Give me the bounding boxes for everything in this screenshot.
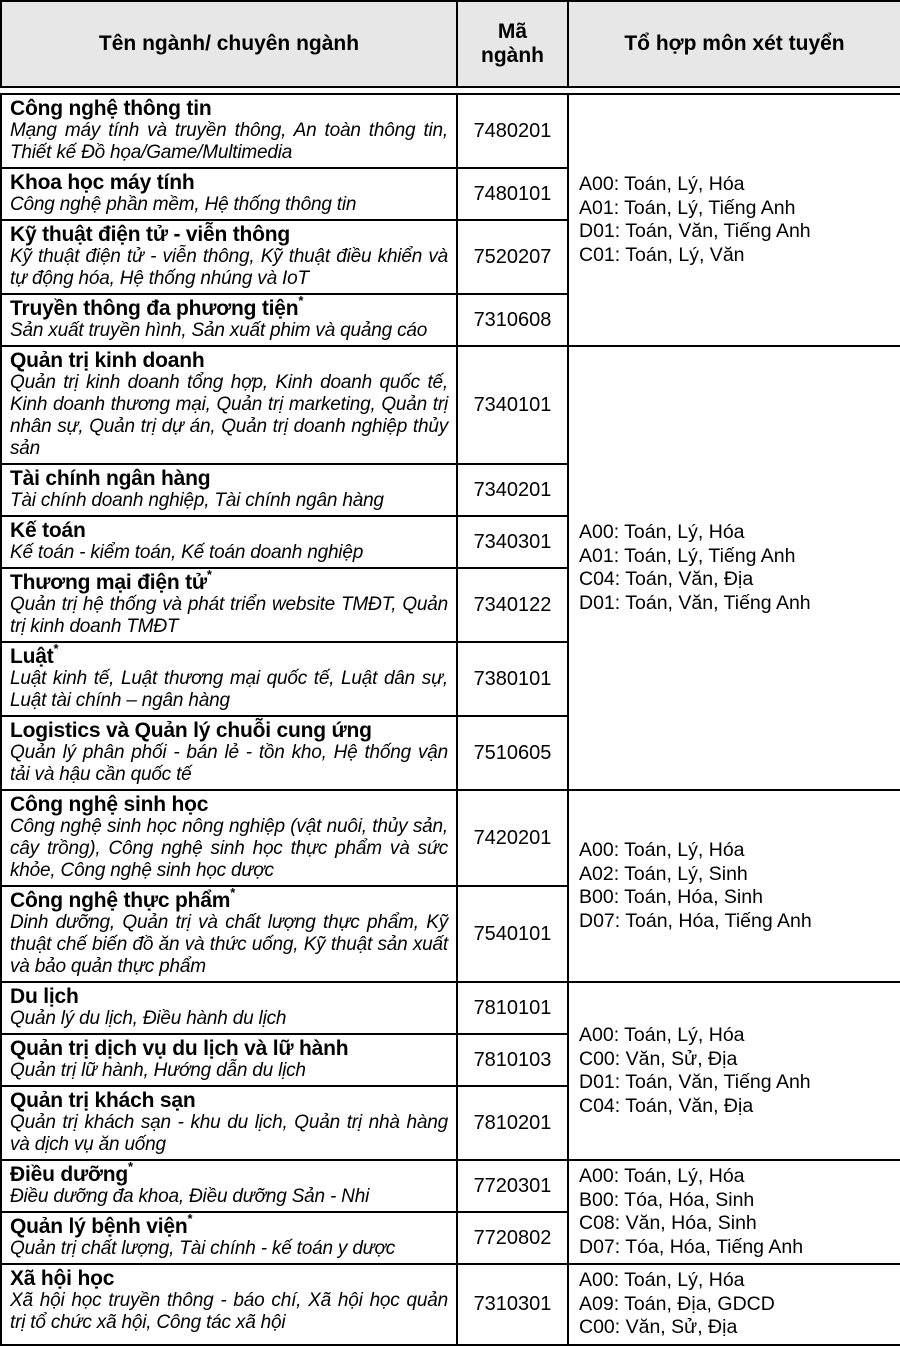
- major-name: Quản lý bệnh viện: [10, 1215, 188, 1238]
- table-row: [1, 346, 900, 464]
- major-code: 7510605: [457, 716, 568, 790]
- major-specializations: Quản trị kinh doanh tổng hợp, Kinh doanh quốc tế, Kinh doanh thương mại, Quản trị marketing, Quản trị nhân sự, Quản trị dự án, Quản trị doanh nghiệp thủy sản: [10, 372, 448, 459]
- table-header: [0, 0, 900, 88]
- combo-line: C04: Toán, Văn, Địa: [579, 568, 754, 590]
- combo-line: A00: Toán, Lý, Hóa: [579, 521, 745, 543]
- major-name-cell: [1, 220, 457, 294]
- major-specializations: Mạng máy tính và truyền thông, An toàn thông tin, Thiết kế Đồ họa/Game/Multimedia: [10, 120, 448, 163]
- table-row: [1, 94, 900, 168]
- major-name-cell: [1, 790, 457, 886]
- subject-combo-cell: [568, 94, 900, 346]
- major-code: 7480201: [457, 94, 568, 168]
- combo-line: C00: Văn, Sử, Địa: [579, 1047, 738, 1070]
- table-row: [1, 1264, 900, 1345]
- combo-line: A00: Toán, Lý, Hóa: [579, 1024, 745, 1046]
- major-name: Quản trị kinh doanh: [10, 349, 205, 372]
- header-col-subject-combos: Tổ hợp môn xét tuyển: [568, 1, 900, 87]
- major-specializations: Dinh dưỡng, Quản trị và chất lượng thực phẩm, Kỹ thuật chế biến đồ ăn và thức uống, Kỹ thuật sản xuất và bảo quản thực phẩm: [10, 912, 448, 977]
- major-name: Kế toán: [10, 519, 86, 542]
- asterisk-superscript: *: [298, 293, 304, 308]
- combo-line: C08: Văn, Hóa, Sinh: [579, 1212, 757, 1234]
- major-specializations: Quản trị khách sạn - khu du lịch, Quản trị nhà hàng và dịch vụ ăn uống: [10, 1112, 448, 1155]
- major-code: 7380101: [457, 642, 568, 716]
- major-name-cell: [1, 1034, 457, 1086]
- major-name: Quản trị dịch vụ du lịch và lữ hành: [10, 1037, 349, 1060]
- combo-line: B00: Toán, Hóa, Sinh: [579, 886, 763, 908]
- combo-line: D01: Toán, Văn, Tiếng Anh: [579, 1071, 811, 1093]
- major-code: 7810103: [457, 1034, 568, 1086]
- combo-line: A00: Toán, Lý, Hóa: [579, 1269, 745, 1291]
- table-row: [1, 982, 900, 1034]
- major-specializations: Luật kinh tế, Luật thương mại quốc tế, Luật dân sự, Luật tài chính – ngân hàng: [10, 668, 448, 711]
- major-name: Tài chính ngân hàng: [10, 467, 211, 490]
- major-code: 7540101: [457, 886, 568, 982]
- major-specializations: Quản trị lữ hành, Hướng dẫn du lịch: [10, 1060, 306, 1081]
- major-name-cell: [1, 168, 457, 220]
- major-name-cell: [1, 94, 457, 168]
- major-code: 7420201: [457, 790, 568, 886]
- asterisk-superscript: *: [206, 567, 212, 582]
- major-specializations: Quản lý phân phối - bán lẻ - tồn kho, Hệ thống vận tải và hậu cần quốc tế: [10, 742, 448, 785]
- major-name: Quản trị khách sạn: [10, 1089, 196, 1112]
- subject-combo-cell: [568, 790, 900, 982]
- major-specializations: Điều dưỡng đa khoa, Điều dưỡng Sản - Nhi: [10, 1186, 370, 1207]
- table-row: [1, 1160, 900, 1212]
- major-specializations: Kế toán - kiểm toán, Kế toán doanh nghiệp: [10, 542, 364, 563]
- subject-combo-cell: [568, 1160, 900, 1264]
- subject-combo-cell: [568, 1264, 900, 1345]
- asterisk-superscript: *: [127, 1159, 133, 1174]
- major-name-cell: [1, 294, 457, 346]
- major-name-cell: [1, 1264, 457, 1345]
- major-name-cell: [1, 1212, 457, 1264]
- major-name-cell: [1, 716, 457, 790]
- subject-combo-cell: [568, 346, 900, 790]
- asterisk-superscript: *: [53, 641, 59, 656]
- major-specializations: Công nghệ phần mềm, Hệ thống thông tin: [10, 194, 357, 215]
- combo-line: A00: Toán, Lý, Hóa: [579, 1165, 745, 1187]
- combo-line: D01: Toán, Văn, Tiếng Anh: [579, 220, 811, 242]
- major-name: Truyền thông đa phương tiện: [10, 297, 299, 320]
- combo-line: A02: Toán, Lý, Sinh: [579, 862, 748, 885]
- major-name: Công nghệ thông tin: [10, 97, 212, 120]
- major-name: Xã hội học: [10, 1267, 115, 1290]
- combo-line: A00: Toán, Lý, Hóa: [579, 173, 745, 195]
- major-name-cell: [1, 516, 457, 568]
- major-specializations: Tài chính doanh nghiệp, Tài chính ngân hàng: [10, 490, 384, 511]
- major-name: Khoa học máy tính: [10, 171, 195, 194]
- major-name-cell: [1, 464, 457, 516]
- subject-combo-cell: [568, 982, 900, 1160]
- major-code: 7340101: [457, 346, 568, 464]
- major-code: 7310301: [457, 1264, 568, 1345]
- combo-line: C01: Toán, Lý, Văn: [579, 243, 745, 266]
- major-name: Logistics và Quản lý chuỗi cung ứng: [10, 719, 372, 742]
- major-specializations: Quản trị hệ thống và phát triển website TMĐT, Quản trị kinh doanh TMĐT: [10, 594, 448, 637]
- combo-line: D07: Tóa, Hóa, Tiếng Anh: [579, 1235, 804, 1258]
- major-specializations: Sản xuất truyền hình, Sản xuất phim và quảng cáo: [10, 320, 428, 341]
- major-name: Công nghệ thực phẩm: [10, 889, 231, 912]
- major-name: Công nghệ sinh học: [10, 793, 209, 816]
- combo-line: A01: Toán, Lý, Tiếng Anh: [579, 544, 796, 567]
- major-code: 7340122: [457, 568, 568, 642]
- major-specializations: Quản lý du lịch, Điều hành du lịch: [10, 1008, 287, 1029]
- major-specializations: Quản trị chất lượng, Tài chính - kế toán y dược: [10, 1238, 396, 1259]
- major-name-cell: [1, 982, 457, 1034]
- major-specializations: Công nghệ sinh học nông nghiệp (vật nuôi, thủy sản, cây trồng), Công nghệ sinh học thực phẩm và sức khỏe, Công nghệ sinh học dược: [10, 816, 448, 881]
- combo-line: C00: Văn, Sử, Địa: [579, 1316, 738, 1338]
- major-code: 7340201: [457, 464, 568, 516]
- major-name-cell: [1, 642, 457, 716]
- major-name: Du lịch: [10, 985, 79, 1008]
- major-specializations: Kỹ thuật điện tử - viễn thông, Kỹ thuật điều khiển và tự động hóa, Hệ thống nhúng và IoT: [10, 246, 448, 289]
- major-code: 7720301: [457, 1160, 568, 1212]
- major-code: 7720802: [457, 1212, 568, 1264]
- table-body: [1, 94, 900, 1345]
- header-row: [1, 1, 900, 87]
- major-name: Kỹ thuật điện tử - viễn thông: [10, 223, 291, 246]
- asterisk-superscript: *: [230, 885, 236, 900]
- asterisk-superscript: *: [187, 1211, 193, 1226]
- combo-line: B00: Tóa, Hóa, Sinh: [579, 1188, 755, 1211]
- combo-line: D01: Toán, Văn, Tiếng Anh: [579, 591, 811, 614]
- header-col-major-name: Tên ngành/ chuyên ngành: [1, 1, 457, 87]
- major-name-cell: [1, 886, 457, 982]
- combo-line: C04: Toán, Văn, Địa: [579, 1094, 754, 1117]
- major-name-cell: [1, 1086, 457, 1160]
- combo-line: A09: Toán, Địa, GDCD: [579, 1292, 775, 1315]
- major-name-cell: [1, 1160, 457, 1212]
- combo-line: D07: Toán, Hóa, Tiếng Anh: [579, 909, 812, 932]
- major-code: 7810201: [457, 1086, 568, 1160]
- major-name: Luật: [10, 645, 54, 668]
- major-name-cell: [1, 346, 457, 464]
- major-code: 7810101: [457, 982, 568, 1034]
- admissions-table: [0, 93, 900, 1346]
- major-code: 7520207: [457, 220, 568, 294]
- major-code: 7480101: [457, 168, 568, 220]
- major-code: 7340301: [457, 516, 568, 568]
- combo-line: A00: Toán, Lý, Hóa: [579, 839, 745, 861]
- major-specializations: Xã hội học truyền thông - báo chí, Xã hội học quản trị tổ chức xã hội, Công tác xã hội: [10, 1290, 448, 1333]
- major-name: Thương mại điện tử: [10, 571, 207, 594]
- major-code: 7310608: [457, 294, 568, 346]
- major-name: Điều dưỡng: [10, 1163, 128, 1186]
- table-row: [1, 790, 900, 886]
- header-col-major-code: Mã ngành: [457, 1, 568, 87]
- major-name-cell: [1, 568, 457, 642]
- combo-line: A01: Toán, Lý, Tiếng Anh: [579, 196, 796, 219]
